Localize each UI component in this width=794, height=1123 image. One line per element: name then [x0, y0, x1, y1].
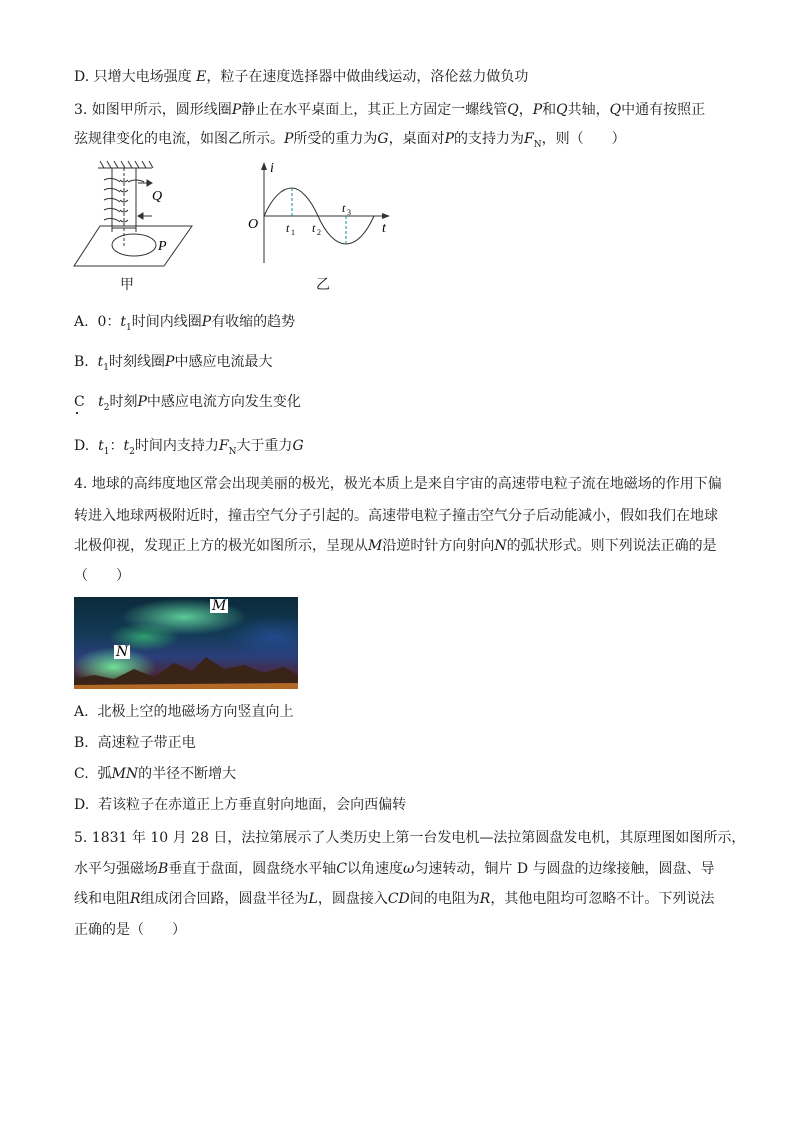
subscript: 1 [126, 322, 132, 333]
caption-yi: 乙 [316, 277, 330, 293]
option-label: D. [74, 438, 90, 454]
subscript: N [533, 139, 542, 150]
axis-t-label: t [382, 221, 386, 236]
variable-e: E [196, 69, 207, 85]
text: 垂直于盘面，圆盘绕水平轴 [168, 861, 337, 877]
text: 大于重力 [236, 438, 293, 454]
variable-mn: MN [111, 766, 139, 782]
text: 中感应电流方向发生变化 [146, 394, 301, 410]
text: 线和电阻 [74, 891, 130, 907]
option-label: C [74, 394, 85, 410]
caption-jia: 甲 [120, 277, 134, 293]
q4-stem-line-1: 4. 地球的高纬度地区常会出现美丽的极光，极光本质上是来自宇宙的高速带电粒子流在地磁场的作用下偏 [74, 476, 722, 492]
variable-t: t [98, 394, 104, 410]
q3-option-b [74, 352, 272, 378]
variable-l: L [308, 891, 318, 907]
table-plane [74, 226, 192, 266]
q5-stem-line-1: 5. 1831 年 10 月 28 日，法拉第展示了人类历史上第一台发电机—法拉第圆盘发电机，其原理图如图所示， [74, 830, 746, 846]
variable-omega: ω [403, 861, 415, 877]
variable-b: B [158, 861, 169, 877]
variable-t: t [97, 354, 104, 370]
y-axis-arrow [261, 162, 267, 170]
option-label: D. [74, 69, 90, 85]
current-arrows [138, 180, 152, 219]
text: 沿逆时针方向射向 [382, 538, 495, 554]
option-label: A. [74, 314, 89, 330]
subscript: 1 [103, 446, 110, 457]
text: 间的电阻为 [409, 891, 480, 907]
variable-q: Q [556, 102, 568, 118]
q3-stem-line-1 [74, 100, 705, 120]
text: 中感应电流最大 [174, 354, 273, 370]
text: 3. 如图甲所示，圆形线圈 [74, 102, 232, 118]
variable-t: t [123, 438, 130, 454]
q3-option-c [74, 392, 301, 418]
q4-stem-line-3 [74, 536, 717, 556]
variable-p: P [284, 131, 294, 147]
q4-option-d [74, 795, 406, 815]
text: 和 [542, 102, 557, 118]
q2-option-d [74, 67, 528, 87]
text: 静止在水平桌面上，其正上方固定一螺线管 [241, 102, 508, 118]
q3-option-a [74, 312, 295, 338]
q4-stem-line-4: （ ） [74, 568, 130, 584]
t3-label: t [342, 201, 346, 215]
variable-g: G [292, 438, 304, 454]
q4-option-c [74, 764, 236, 784]
axis-i-label: i [270, 161, 274, 176]
t1-label: t [286, 221, 290, 235]
text: 中通有按照正 [621, 102, 706, 118]
text: 所受的重力为 [293, 131, 378, 147]
variable-t: t [98, 438, 104, 454]
label-p: P [158, 239, 167, 254]
text: 匀速转动，铜片 D 与圆盘的边缘接触，圆盘、导 [414, 861, 715, 877]
variable-r: R [479, 891, 491, 907]
variable-p: P [201, 314, 212, 330]
q5-stem-line-2 [74, 859, 715, 879]
q4-option-a [74, 702, 293, 722]
variable-q: Q [507, 102, 519, 118]
q5-stem-line-3 [74, 889, 714, 909]
text: 时间内线圈 [131, 314, 202, 330]
text: 的支持力为 [454, 131, 525, 147]
text: 的弧状形式。则下列说法正确的是 [506, 538, 717, 554]
variable-n: N [494, 538, 507, 554]
figure-jia [72, 158, 222, 288]
option-text: 只增大电场强度 [93, 69, 192, 85]
variable-p: P [532, 102, 543, 118]
t3-subscript: 3 [347, 208, 351, 217]
variable-r: R [130, 891, 141, 907]
text: 有收缩的趋势 [211, 314, 296, 330]
text: 时刻 [109, 394, 138, 410]
variable-p: P [444, 131, 455, 147]
t2-label: t [312, 221, 316, 235]
text: ，桌面对 [388, 131, 445, 147]
q3-option-d [74, 436, 304, 462]
text: ， [518, 102, 533, 118]
q3-stem-line-2 [74, 129, 626, 155]
q4-stem-line-2: 转进入地球两极附近时，撞击空气分子引起的。高速带电粒子撞击空气分子后动能减小，假如我们在地球 [74, 508, 718, 524]
text: ，则（ ） [541, 131, 626, 147]
variable-p: P [137, 394, 147, 410]
variable-m: M [368, 538, 383, 554]
text: 共轴， [567, 102, 610, 118]
subscript: N [228, 446, 237, 457]
x-axis-arrow [382, 213, 390, 219]
text: 北极仰视，发现正上方的极光如图所示，呈现从 [74, 538, 368, 554]
variable-c: C [336, 861, 348, 877]
option-text: 弧 [97, 766, 112, 782]
text: 时间内支持力 [134, 438, 219, 454]
option-text: 若该粒子在赤道正上方垂直射向地面，会向西偏转 [98, 797, 407, 813]
variable-p: P [231, 102, 242, 118]
text: 0 [97, 314, 107, 330]
option-label: C. [74, 766, 89, 782]
t1-subscript: 1 [291, 228, 295, 237]
text: 水平匀强磁场 [74, 861, 158, 877]
text: 以角速度 [347, 861, 404, 877]
subscript: 2 [103, 402, 110, 413]
subscript: 2 [129, 446, 135, 457]
photo-label-m: M [212, 598, 227, 614]
ceiling-hatch [98, 161, 153, 168]
figure-yi [240, 158, 400, 268]
q5-stem-line-4: 正确的是（ ） [74, 922, 186, 938]
text: 时刻线圈 [109, 354, 166, 370]
subscript: 1 [103, 362, 110, 373]
label-q: Q [152, 189, 163, 204]
variable-g: G [377, 131, 389, 147]
photo-label-n: N [116, 644, 129, 660]
option-label: A. [74, 704, 89, 720]
variable-q: Q [609, 102, 622, 118]
stray-dot [76, 412, 78, 414]
coil-p [112, 234, 156, 256]
option-text: 的半径不断增大 [138, 766, 237, 782]
option-label: D. [74, 797, 90, 813]
variable-p: P [165, 354, 175, 370]
origin-label: O [248, 217, 259, 232]
aurora-photo [74, 597, 298, 689]
t2-subscript: 2 [317, 228, 321, 237]
variable-fn: F [524, 131, 534, 147]
text: ： [109, 438, 124, 454]
mountain-silhouette [74, 649, 298, 689]
text: 弦规律变化的电流，如图乙所示。 [74, 131, 284, 147]
text: ： [106, 314, 121, 330]
variable-t: t [120, 314, 127, 330]
option-label: B. [74, 354, 89, 370]
text: ，其他电阻均可忽略不计。下列说法 [490, 891, 715, 907]
option-text: 高速粒子带正电 [97, 735, 196, 751]
variable-fn: F [218, 438, 229, 454]
text: 组成闭合回路，圆盘半径为 [140, 891, 309, 907]
option-text: ，粒子在速度选择器中做曲线运动，洛伦兹力做负功 [206, 69, 529, 85]
variable-cd: CD [387, 891, 410, 907]
text: ，圆盘接入 [317, 891, 388, 907]
option-label: B. [74, 735, 89, 751]
option-text: 北极上空的地磁场方向竖直向上 [97, 704, 294, 720]
q4-option-b [74, 733, 196, 753]
